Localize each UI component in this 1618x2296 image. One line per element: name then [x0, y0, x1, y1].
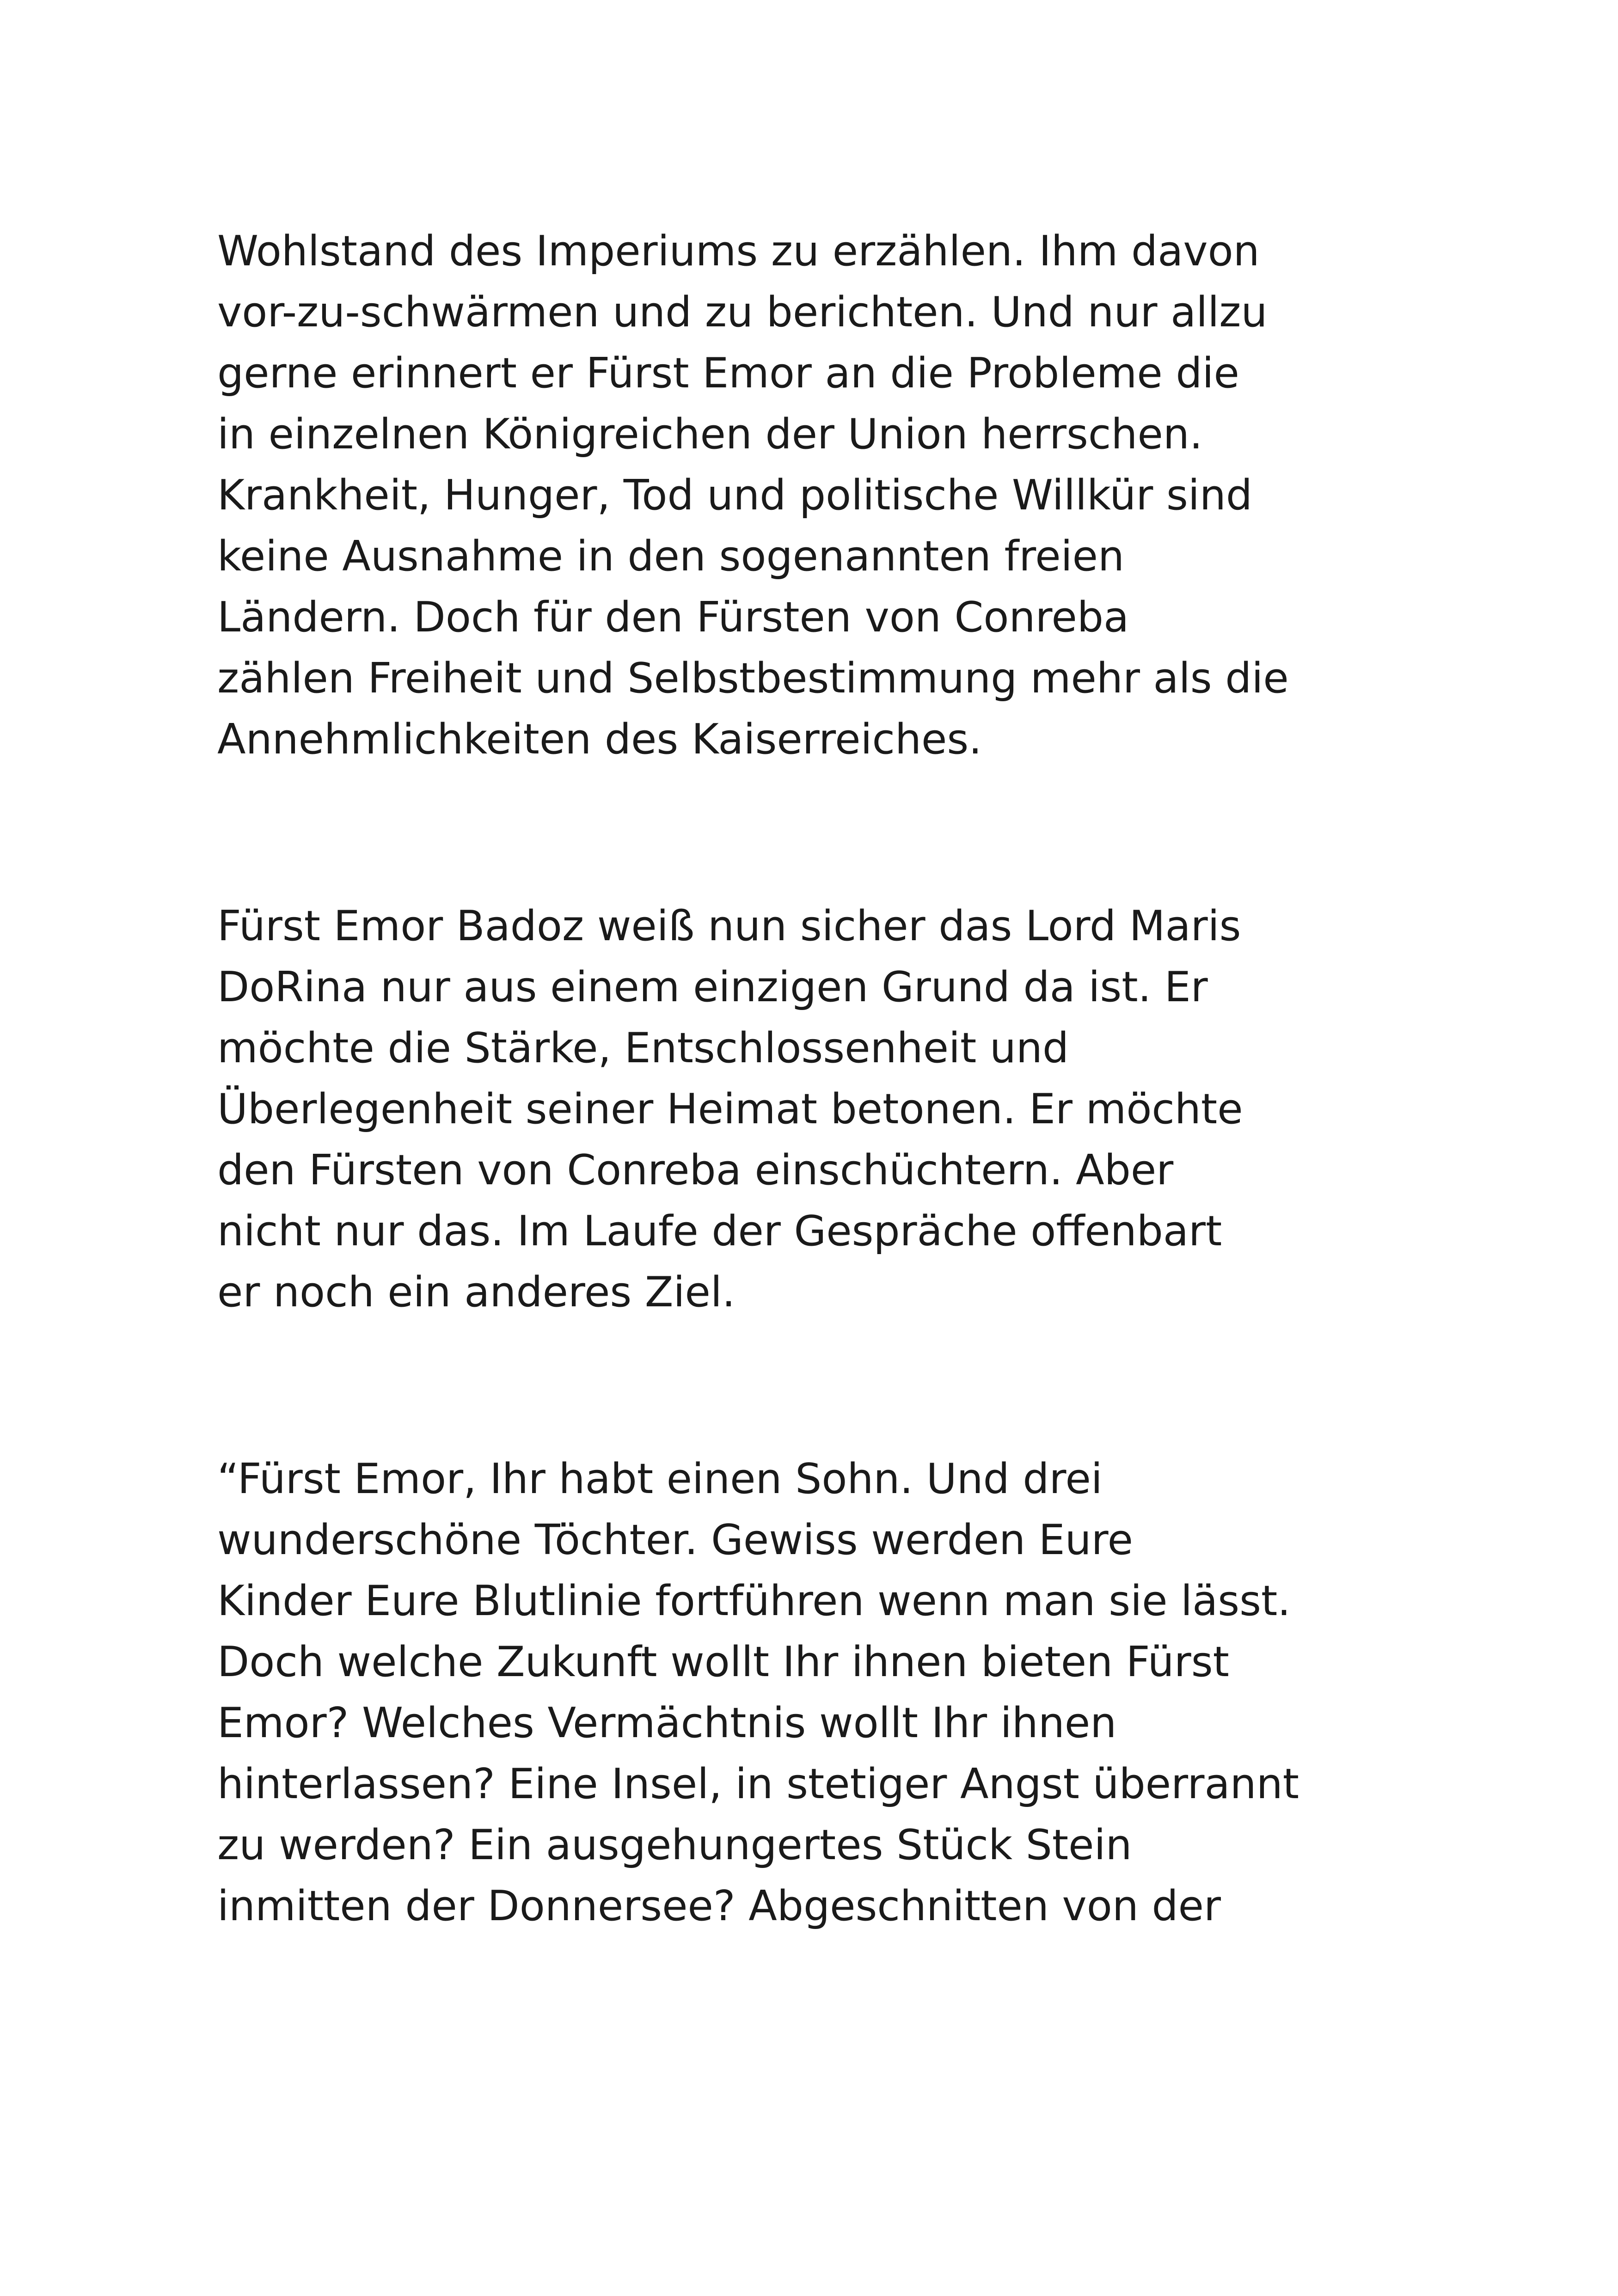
text-line: Annehmlichkeiten des Kaiserreiches. [217, 715, 982, 764]
paragraph-3 [217, 1449, 1442, 1937]
text-line: Wohlstand des Imperiums zu erzählen. Ihm davon [217, 227, 1260, 276]
text-line: DoRina nur aus einem einzigen Grund da ist. Er [217, 963, 1208, 1011]
text-line: Ländern. Doch für den Fürsten von Conreba [217, 593, 1129, 642]
text-line: Fürst Emor Badoz weiß nun sicher das Lord Maris [217, 902, 1241, 950]
text-line: keine Ausnahme in den sogenannten freien [217, 532, 1125, 581]
text-line: zu werden? Ein ausgehungertes Stück Stein [217, 1821, 1132, 1869]
text-line: hinterlassen? Eine Insel, in stetiger Angst überrannt [217, 1760, 1299, 1808]
text-line: inmitten der Donnersee? Abgeschnitten von der [217, 1882, 1221, 1930]
text-line: er noch ein anderes Ziel. [217, 1268, 735, 1316]
text-line: Krankheit, Hunger, Tod und politische Willkür sind [217, 471, 1253, 520]
text-line: “Fürst Emor, Ihr habt einen Sohn. Und drei [217, 1455, 1103, 1503]
paragraph-1 [217, 221, 1442, 770]
text-line: Überlegenheit seiner Heimat betonen. Er möchte [217, 1085, 1243, 1133]
text-line: möchte die Stärke, Entschlossenheit und [217, 1024, 1069, 1072]
text-line: nicht nur das. Im Laufe der Gespräche offenbart [217, 1207, 1222, 1255]
text-line: Kinder Eure Blutlinie fortführen wenn man sie lässt. [217, 1577, 1291, 1625]
text-line: zählen Freiheit und Selbstbestimmung mehr als die [217, 654, 1289, 703]
text-line: den Fürsten von Conreba einschüchtern. Aber [217, 1146, 1174, 1194]
text-line: Doch welche Zukunft wollt Ihr ihnen bieten Fürst [217, 1638, 1229, 1686]
text-line: Emor? Welches Vermächtnis wollt Ihr ihnen [217, 1699, 1117, 1747]
text-line: wunderschöne Töchter. Gewiss werden Eure [217, 1516, 1134, 1564]
text-line: gerne erinnert er Fürst Emor an die Probleme die [217, 349, 1239, 398]
text-line: in einzelnen Königreichen der Union herrschen. [217, 410, 1203, 459]
text-line: vor-zu-schwärmen und zu berichten. Und nur allzu [217, 288, 1268, 337]
paragraph-2 [217, 896, 1442, 1323]
